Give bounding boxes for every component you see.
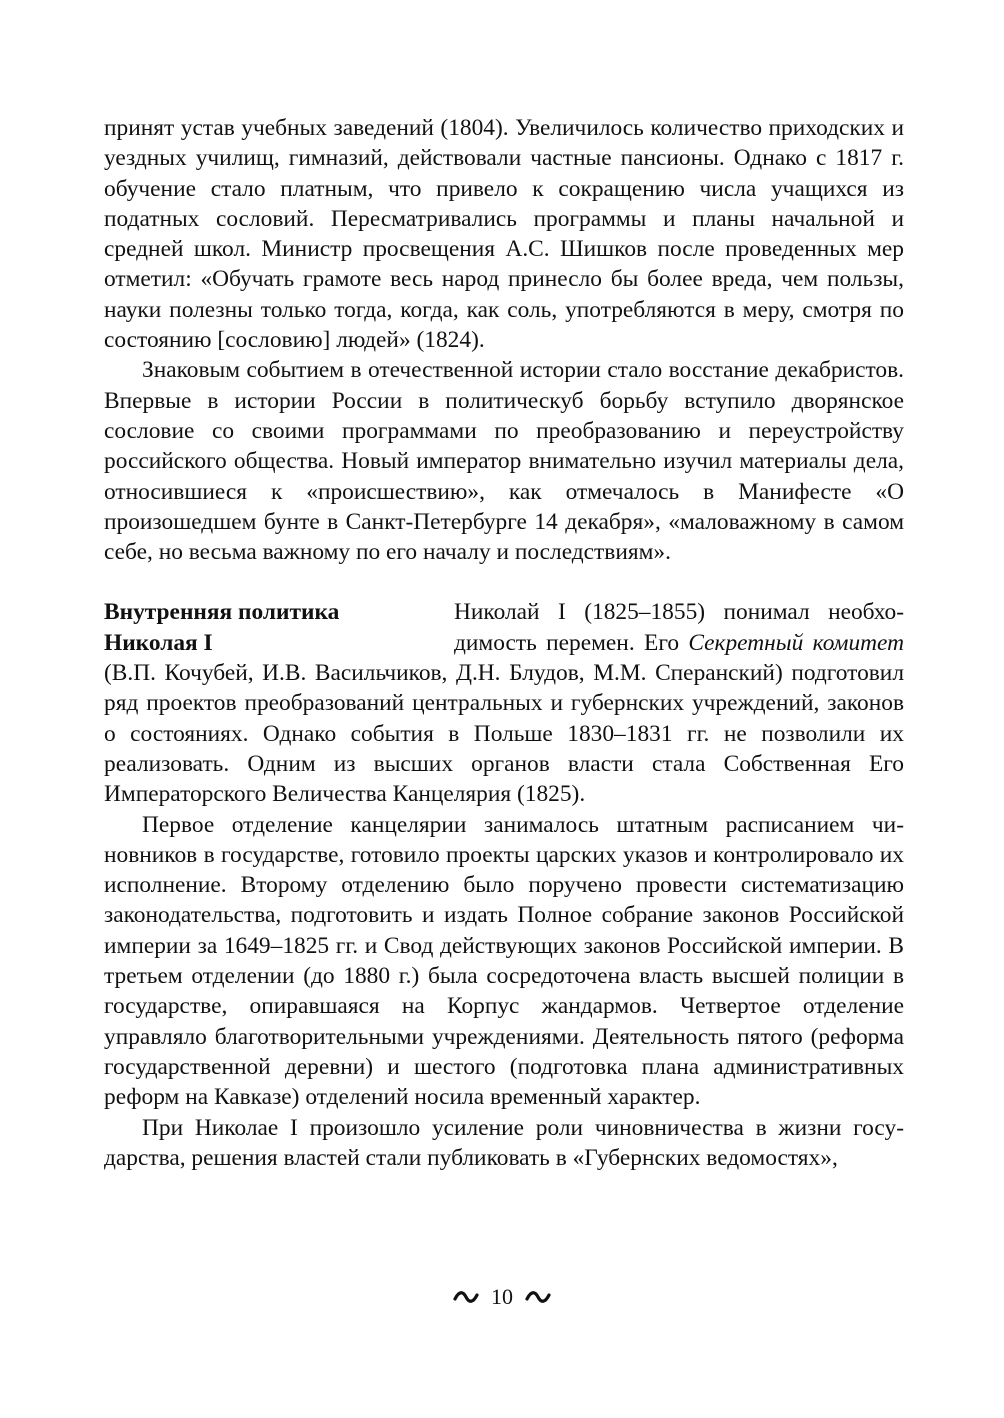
paragraph-chancellery-departments: Первое отделение канцелярии занималось штатным расписанием чиновников в государстве, готовило проекты царских указов и контролировало их исполнение. Второму отделению было поручено провести систематизацию законодательства, подготовить и издать Полное собрание законов Российской империи за 1649–1825 гг. и Свод действующих законов Российской империи. В третьем отделении (до 1880 г.) была сосредоточена власть высшей полиции в государстве, опиравшаяся на Корпус жандармов. Четвертое отделение управляло благотворительными учреждениями. Деятельность пятого (реформа государственной деревни) и шестого (подготовка плана административных реформ на Кавказе) отделений носила временный характер. [104,811,904,1111]
section-heading-line-1: Внутренняя политика [104,599,340,626]
paragraph-education-statute: принят устав учебных заведений (1804). Увеличилось количество приходских и уездных училищ, гимназий, действовали частные пансионы. Однако с 1817 г. обучение стало платным, что привело к сокращению числа учащихся из податных сословий. Пересматривались программы и планы начальной и средней школ. Министр просвещения А.С. Шишков после проведенных мер отметил: «Обучать грамоте весь народ принесло бы более вреда, чем пользы, науки полезны только тогда, когда, как соль, употребляются в меру, смотря по состоянию [сословию] людей» (1824). [104,115,904,354]
secret-committee-term: Секретный комитет [688,629,904,656]
page-body [104,113,904,1173]
section-heading-line-2: Николая I [104,629,213,656]
paragraph-3-text-end: (В.П. Кочубей, И.В. Васильчиков, Д.Н. Блудов, М.М. Сперанский) подготовил ряд проектов преобразований центральных и губернских учреждений, законов о состояниях. Однако события в Польше 1830–1831 гг. не позволили их реализовать. Одним из высших органов власти стала Собственная Его Императорского Величества Канцелярия (1825). [104,660,904,808]
right-tilde-ornament-icon [525,1290,551,1304]
paragraph-bureaucracy: При Николае I произошло усиление роли чиновничества в жизни государства, решения властей стали публиковать в «Губернских ведомостях», [104,1114,904,1171]
page-footer [0,1280,1004,1312]
paragraph-3-text-start: Николай I (1825–1855) понимал необходимость перемен. Его [454,599,904,656]
section-domestic-policy [104,597,904,809]
section-heading [104,597,434,658]
paragraph-decembrists: Знаковым событием в отечественной истории стало восстание декабристов. Впервые в истории России в политическуб борьбу вступило дворянское сословие со своими программами по преобразованию и переустройству российского общества. Новый император внимательно изучил материалы дела, относившиеся к «происшествию», как отмечалось в Манифесте «О произошедшем бунте в Санкт-Петербурге 14 декабря», «маловажному в самом себе, но весьма важному по его началу и последствиям». [104,357,904,566]
page-number: 10 [491,1283,513,1309]
left-tilde-ornament-icon [453,1290,479,1304]
